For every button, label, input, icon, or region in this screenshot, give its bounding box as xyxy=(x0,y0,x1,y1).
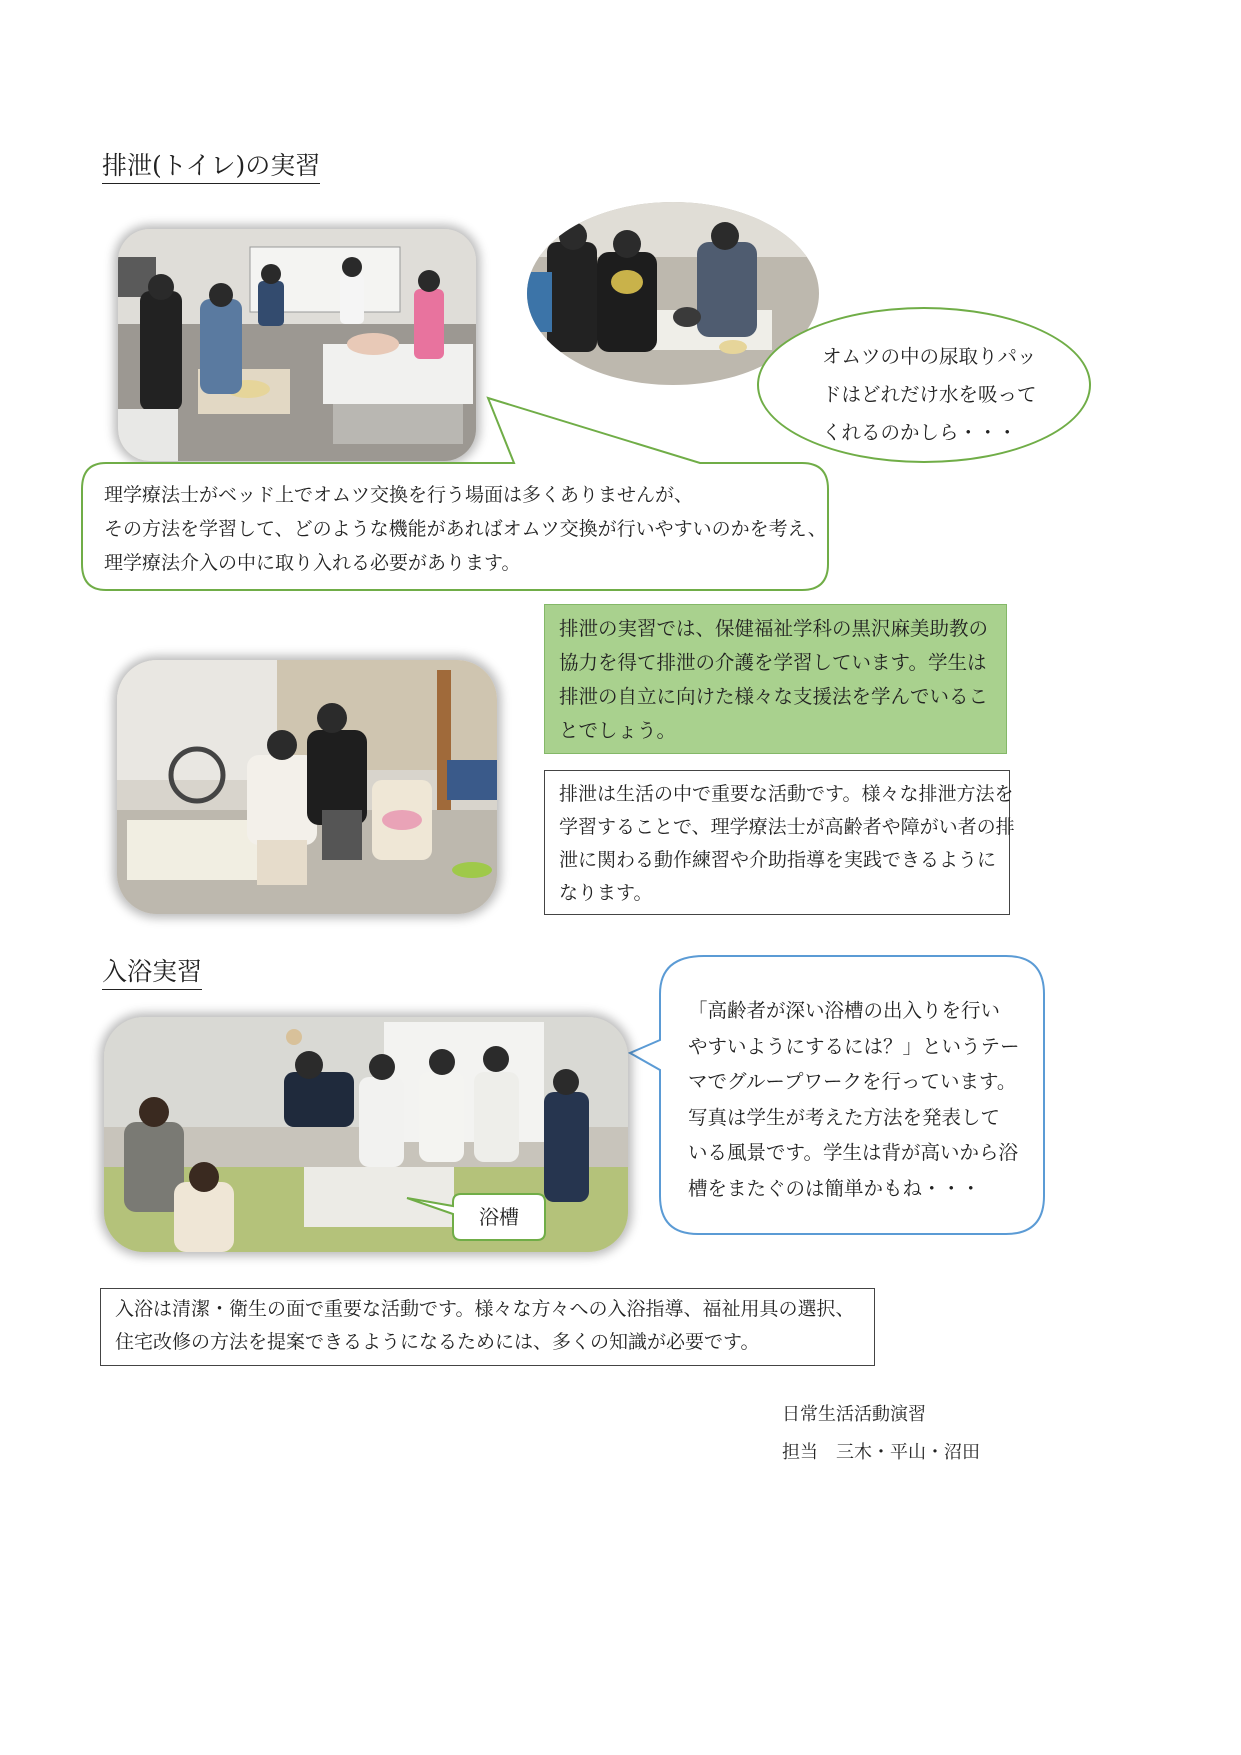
info-line: 学習することで、理学療法士が高齢者や障がい者の排 xyxy=(559,816,1015,838)
bubble-line: いる風景です。学生は背が高いから浴 xyxy=(688,1141,1018,1164)
footer-course: 日常生活活動演習 xyxy=(782,1404,926,1425)
footer-staff: 担当 三木・平山・沼田 xyxy=(782,1442,980,1463)
bubble-line: くれるのかしら・・・ xyxy=(822,421,1018,444)
bubble-line: 槽をまたぐのは簡単かもね・・・ xyxy=(688,1176,981,1200)
callout-line: 理学療法介入の中に取り入れる必要があります。 xyxy=(104,552,521,574)
info-line: 排泄は生活の中で重要な活動です。様々な排泄方法を xyxy=(559,783,1014,805)
photo-bath-practice xyxy=(104,1017,628,1252)
green-box-line: とでしょう。 xyxy=(559,719,677,742)
bubble-line: やすいようにするには？」というテー xyxy=(688,1034,1020,1058)
bubble-line: ドはどれだけ水を吸って xyxy=(822,383,1037,406)
callout-line: その方法を学習して、どのような機能があればオムツ交換が行いやすいのかを考え、 xyxy=(104,518,827,540)
green-box-line: 排泄の実習では、保健福祉学科の黒沢麻美助教の xyxy=(559,617,989,640)
bathing-info-text xyxy=(115,1293,854,1359)
bubble-line: オムツの中の尿取りパッ xyxy=(822,345,1037,368)
green-box-line: 排泄の自立に向けた様々な支援法を学んでいるこ xyxy=(559,685,989,708)
footer-credits xyxy=(782,1396,980,1472)
info-line: 入浴は清潔・衛生の面で重要な活動です。様々な方々への入浴指導、福祉用具の選択、 xyxy=(115,1298,855,1320)
green-box-line: 協力を得て排泄の介護を学習しています。学生は xyxy=(559,651,987,674)
excretion-info-text xyxy=(559,778,1015,910)
green-box-text xyxy=(559,612,988,748)
section-heading-bath: 入浴実習 xyxy=(102,958,202,990)
callout-line: 理学療法士がベッド上でオムツ交換を行う場面は多くありませんが、 xyxy=(104,484,694,506)
callout-text xyxy=(104,478,827,580)
info-line: 住宅改修の方法を提案できるようになるためには、多くの知識が必要です。 xyxy=(115,1331,760,1353)
bubble-line: 「高齢者が深い浴槽の出入りを行い xyxy=(688,999,1001,1022)
info-line: 泄に関わる動作練習や介助指導を実践できるように xyxy=(559,849,997,871)
bubble-line: マでグループワークを行っています。 xyxy=(688,1070,1017,1093)
tub-label: 浴槽 xyxy=(479,1205,519,1229)
bubble-text-bath xyxy=(688,993,1020,1206)
info-line: なります。 xyxy=(559,882,653,904)
bubble-text-diaper-pad xyxy=(822,338,1037,452)
section-heading-toilet: 排泄(トイレ)の実習 xyxy=(102,152,320,184)
photo-toilet-transfer xyxy=(117,660,497,914)
bubble-line: 写真は学生が考えた方法を発表して xyxy=(688,1105,1001,1129)
